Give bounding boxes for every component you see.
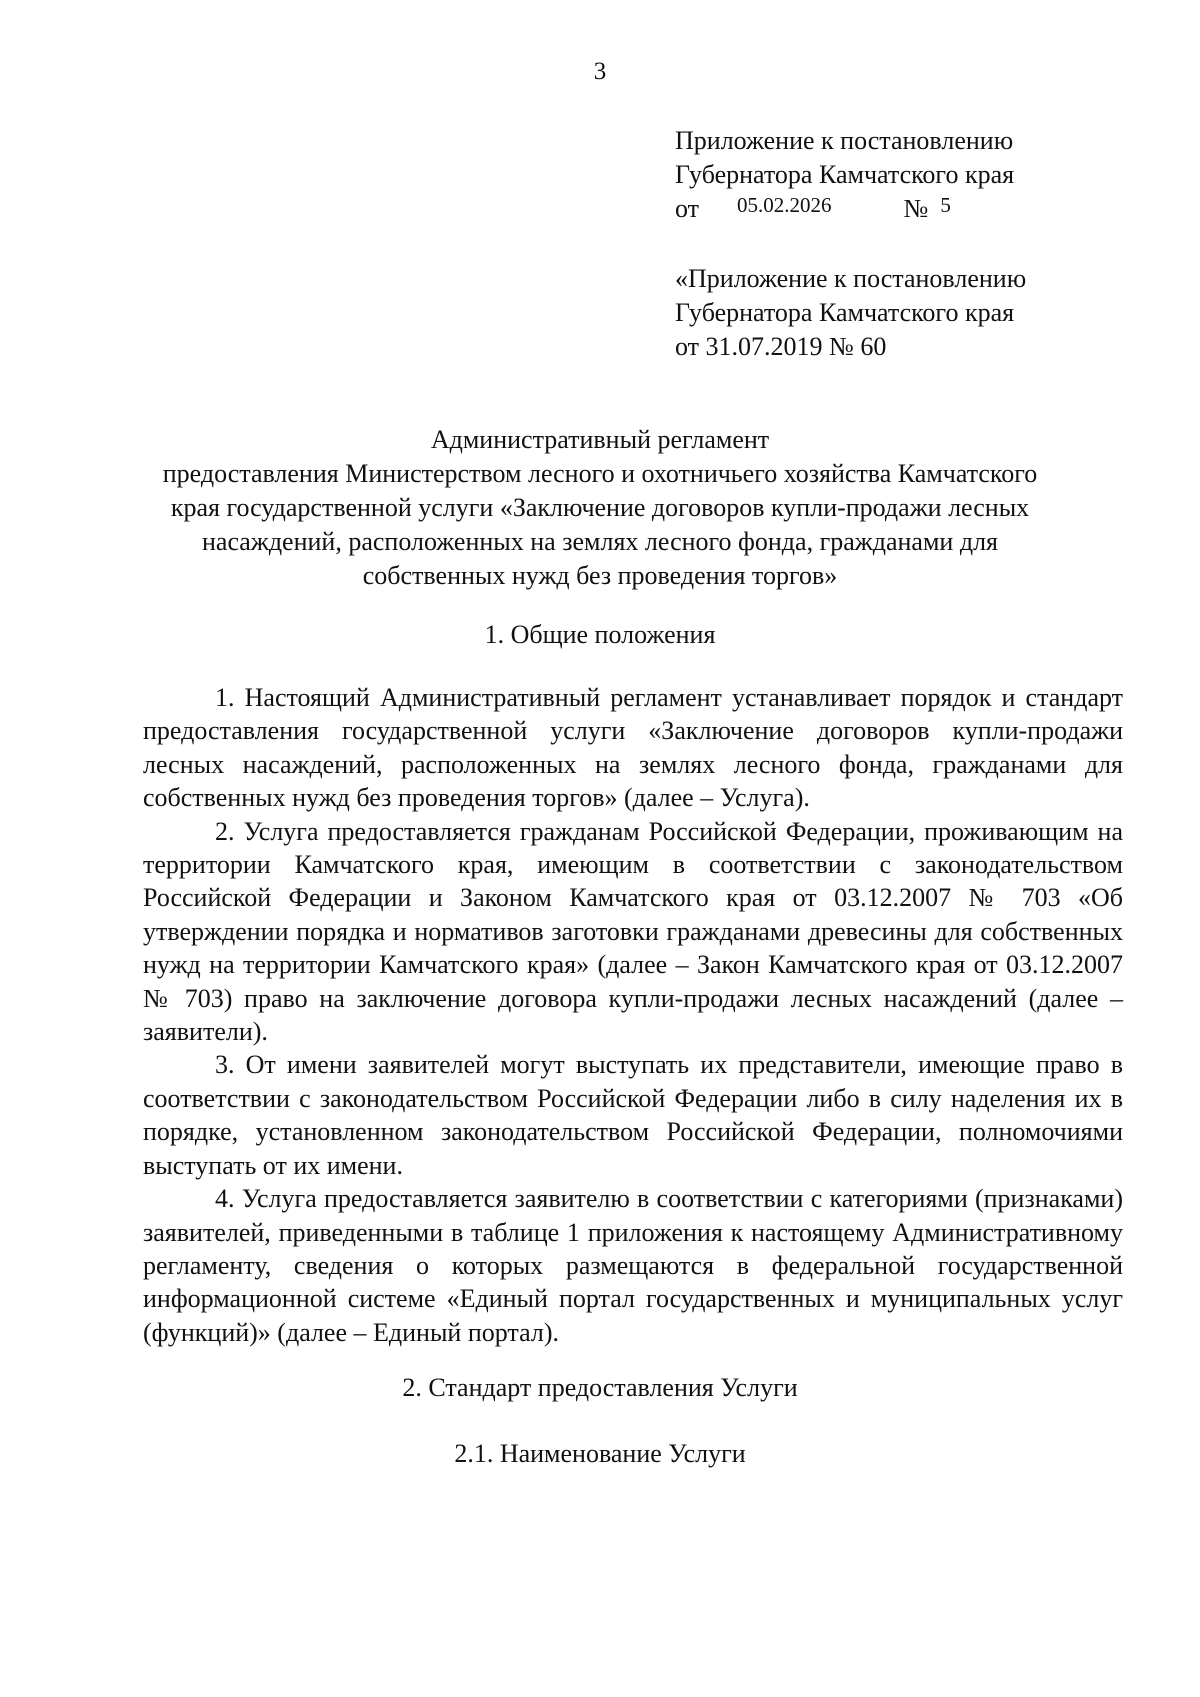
attachment-original-line2: Губернатора Камчатского края — [675, 298, 1015, 327]
paragraph: 1. Настоящий Административный регламент устанавливает порядок и стандарт предоставления государственной услуги «Заключение договоров купли-продажи лесных насаждений, расположенных на землях лесного фонда, гражданами для собственных нужд без проведения торгов» (далее – Услуга). — [143, 683, 1123, 813]
attachment-current-date-line — [675, 192, 1014, 227]
paragraph: 4. Услуга предоставляется заявителю в соответствии с категориями (признаками) заявителей, приведенными в таблице 1 приложения к настоящему Административному регламенту, сведения о которых размещаются в федеральной государственной информационной системе «Единый портал государственных и муниципальных услуг (функций)» (далее – Единый портал). — [143, 1184, 1123, 1347]
page-number: 3 — [593, 58, 607, 85]
section-heading-general: 1. Общие положения — [484, 620, 716, 649]
paragraph: 2. Услуга предоставляется гражданам Российской Федерации, проживающим на территории Камчатского края, имеющим в соответствии с законодательством Российской Федерации и Законом Камчатского края от 03.12.2007 № 703 «Об утверждении порядка и нормативов заготовки гражданами древесины для собственных нужд на территории Камчатского края» (далее – Закон Камчатского края от 03.12.2007 № 703) право на заключение договора купли-продажи лесных насаждений (далее – заявители). — [143, 816, 1123, 1047]
subsection-heading-service-name: 2.1. Наименование Услуги — [454, 1439, 746, 1468]
body-text — [143, 681, 1123, 1349]
attachment-current-header — [675, 124, 1014, 227]
section-heading-standard: 2. Стандарт предоставления Услуги — [402, 1373, 798, 1402]
decree-date: 05.02.2026 — [737, 193, 832, 217]
attachment-original-line3: от 31.07.2019 № 60 — [675, 332, 887, 361]
decree-number: 5 — [940, 193, 951, 217]
attachment-current-line2: Губернатора Камчатского края — [675, 160, 1015, 189]
title-line: края государственной услуги «Заключение договоров купли-продажи лесных — [170, 493, 1030, 522]
from-label: от — [675, 194, 700, 223]
paragraph: 3. От имени заявителей могут выступать их представители, имеющие право в соответствии с законодательством Российской Федерации либо в силу наделения их в порядке, установленном законодательством Российской Федерации, полномочиями выступать от их имени. — [143, 1050, 1123, 1180]
attachment-current-line1: Приложение к постановлению — [675, 126, 1014, 155]
number-sign: № — [903, 194, 929, 223]
title-line: предоставления Министерством лесного и охотничьего хозяйства Камчатского — [162, 459, 1038, 488]
attachment-original-line1: «Приложение к постановлению — [675, 264, 1027, 293]
title-line: насаждений, расположенных на землях лесного фонда, гражданами для — [202, 527, 998, 556]
document-title — [130, 423, 1070, 593]
attachment-original-header — [675, 262, 1026, 364]
title-line: собственных нужд без проведения торгов» — [362, 561, 838, 590]
title-line: Административный регламент — [430, 425, 770, 454]
